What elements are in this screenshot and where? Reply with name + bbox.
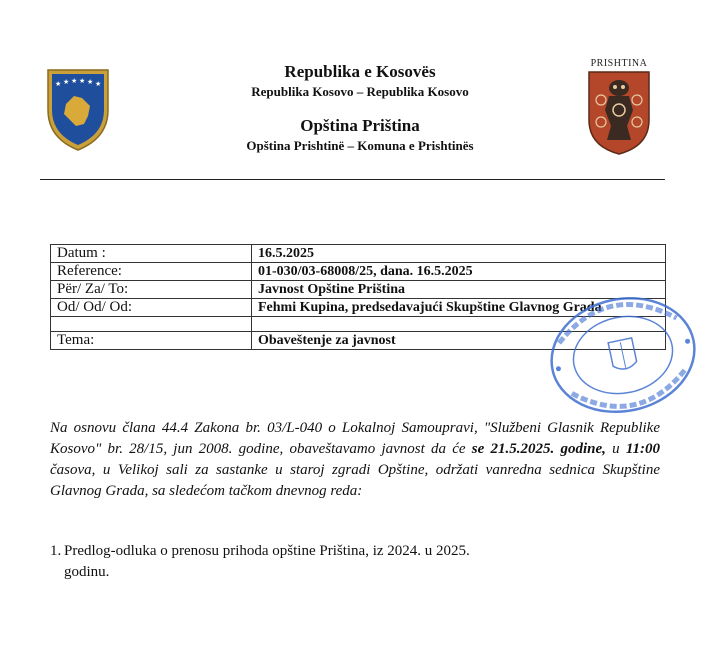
country-name-translations: Republika Kosovo – Republika Kosovo — [251, 84, 469, 99]
meta-value: Fehmi Kupina, predsedavajući Skupštine Glavnog Grada — [252, 299, 666, 317]
svg-text:★: ★ — [95, 80, 102, 88]
meta-row-date — [51, 245, 666, 263]
announcement-text-part3: časova, u Velikoj sali za sastanke u staroj zgradi Opštine, održati vanredna sednica Skupštine Glavnog Grada, sa sledećom tačkom dnevnog reda: — [50, 462, 660, 499]
meta-label: Për/ Za/ To: — [51, 281, 252, 299]
official-stamp-icon — [543, 290, 703, 420]
meta-value: 01-030/03-68008/25, dana. 16.5.2025 — [252, 263, 666, 281]
prishtina-coat-of-arms-icon — [587, 70, 651, 156]
city-seal — [584, 58, 654, 158]
meeting-time: 11:00 — [625, 441, 660, 457]
agenda-item-number: 1. — [50, 543, 62, 559]
meta-label: Od/ Od/ Od: — [51, 299, 252, 317]
meta-label: Reference: — [51, 263, 252, 281]
meta-row-reference — [51, 263, 666, 281]
meta-value: Javnost Opštine Priština — [252, 281, 666, 299]
meta-label: Tema: — [51, 332, 252, 350]
agenda-item — [50, 541, 490, 583]
svg-text:★: ★ — [79, 77, 86, 85]
municipality-name: Opština Priština — [300, 116, 420, 135]
agenda-list — [50, 541, 490, 583]
agenda-item-text: Predlog-odluka o prenosu prihoda opštine Priština, iz 2024. u 2025. godinu. — [64, 543, 470, 580]
header-divider — [40, 179, 665, 180]
meeting-date: se 21.5.2025. godine, — [471, 441, 606, 457]
meta-value: 16.5.2025 — [252, 245, 666, 263]
document-header — [0, 0, 720, 182]
svg-text:★: ★ — [87, 78, 94, 86]
svg-text:★: ★ — [71, 77, 78, 85]
kosovo-coat-of-arms-icon — [44, 64, 112, 152]
announcement-text-part1: Na osnovu člana 44.4 Zakona br. 03/L-040 o Lokalnoj Samoupravi, "Službeni Glasnik Republike Kosovo" br. 28/15, jun 2008. godine, obaveštavamo javnost da će — [50, 420, 660, 457]
meta-label — [51, 317, 252, 332]
country-name: Republika e Kosovës — [284, 62, 436, 81]
municipality-name-translations: Opština Prishtinë – Komuna e Prishtinës — [246, 138, 474, 153]
meta-value: Obaveštenje za javnost — [252, 332, 666, 350]
svg-text:★: ★ — [63, 78, 70, 86]
svg-text:★: ★ — [55, 80, 62, 88]
city-seal-label: PRISHTINA — [590, 58, 648, 69]
meta-label: Datum : — [51, 245, 252, 263]
announcement-text-part2: u — [605, 441, 626, 457]
announcement-paragraph — [50, 418, 660, 502]
